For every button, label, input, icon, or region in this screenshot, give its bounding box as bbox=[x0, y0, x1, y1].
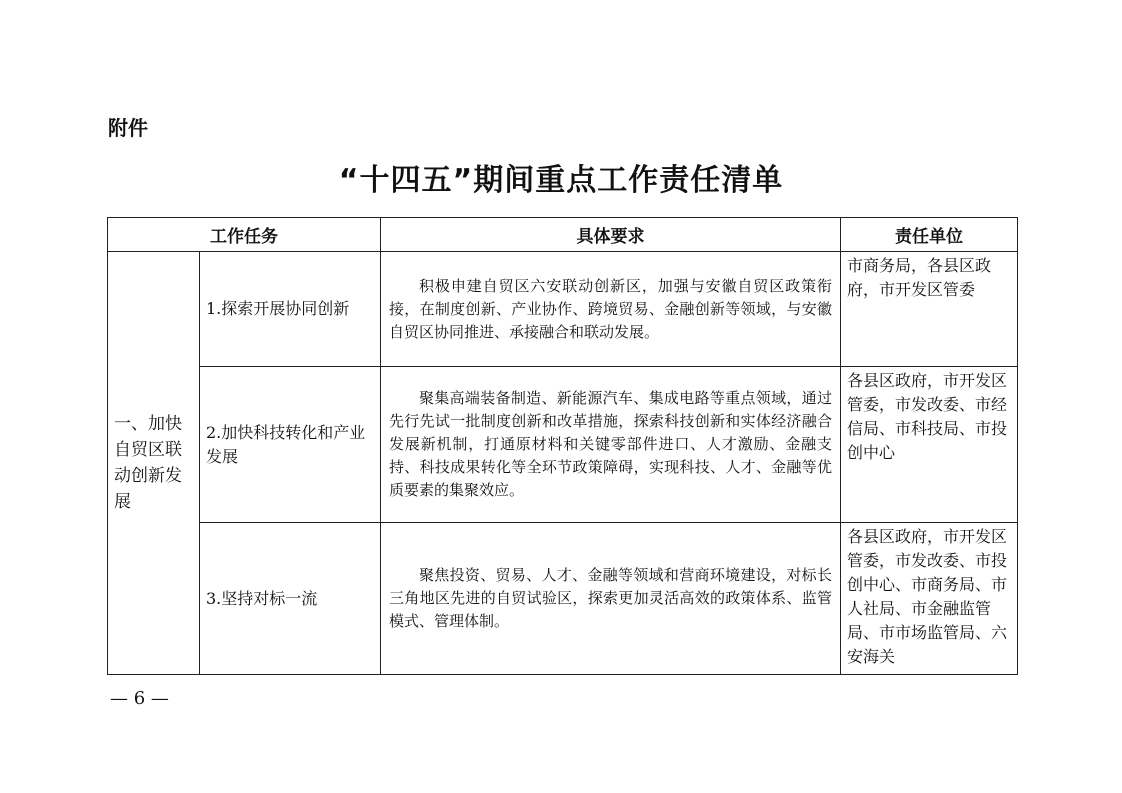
requirement-cell: 积极申建自贸区六安联动创新区，加强与安徽自贸区政策衔接，在制度创新、产业协作、跨境贸易、金融创新等领域，与安徽自贸区协同推进、承接融合和联动发展。 bbox=[381, 252, 841, 367]
requirement-cell: 聚焦投资、贸易、人才、金融等领域和营商环境建设，对标长三角地区先进的自贸试验区，探索更加灵活高效的政策体系、监管模式、管理体制。 bbox=[381, 523, 841, 675]
category-cell: 一、加快自贸区联动创新发展 bbox=[108, 252, 200, 675]
table-row bbox=[108, 367, 1018, 523]
document-title: “十四五”期间重点工作责任清单 bbox=[338, 163, 784, 198]
requirement-cell: 聚集高端装备制造、新能源汽车、集成电路等重点领域，通过先行先试一批制度创新和改革措施，探索科技创新和实体经济融合发展新机制，打通原材料和关键零部件进口、人才激励、金融支持、科技成果转化等全环节政策障碍，实现科技、人才、金融等优质要素的集聚效应。 bbox=[381, 367, 841, 523]
unit-cell: 各县区政府，市开发区管委，市发改委、市投创中心、市商务局、市人社局、市金融监管局、市市场监管局、六安海关 bbox=[841, 523, 1018, 675]
task-cell: 3.坚持对标一流 bbox=[200, 523, 381, 675]
task-cell: 2.加快科技转化和产业发展 bbox=[200, 367, 381, 523]
unit-cell: 各县区政府，市开发区管委，市发改委、市经信局、市科技局、市投创中心 bbox=[841, 367, 1018, 523]
table-row bbox=[108, 252, 1018, 367]
responsibility-table bbox=[107, 217, 1018, 675]
unit-cell: 市商务局，各县区政府，市开发区管委 bbox=[841, 252, 1018, 367]
table-row bbox=[108, 523, 1018, 675]
header-task: 工作任务 bbox=[108, 218, 381, 252]
page-number: — 6 — bbox=[110, 688, 169, 709]
table-header-row bbox=[108, 218, 1018, 252]
header-requirement: 具体要求 bbox=[381, 218, 841, 252]
attachment-label: 附件 bbox=[108, 116, 148, 140]
task-cell: 1.探索开展协同创新 bbox=[200, 252, 381, 367]
header-unit: 责任单位 bbox=[841, 218, 1018, 252]
